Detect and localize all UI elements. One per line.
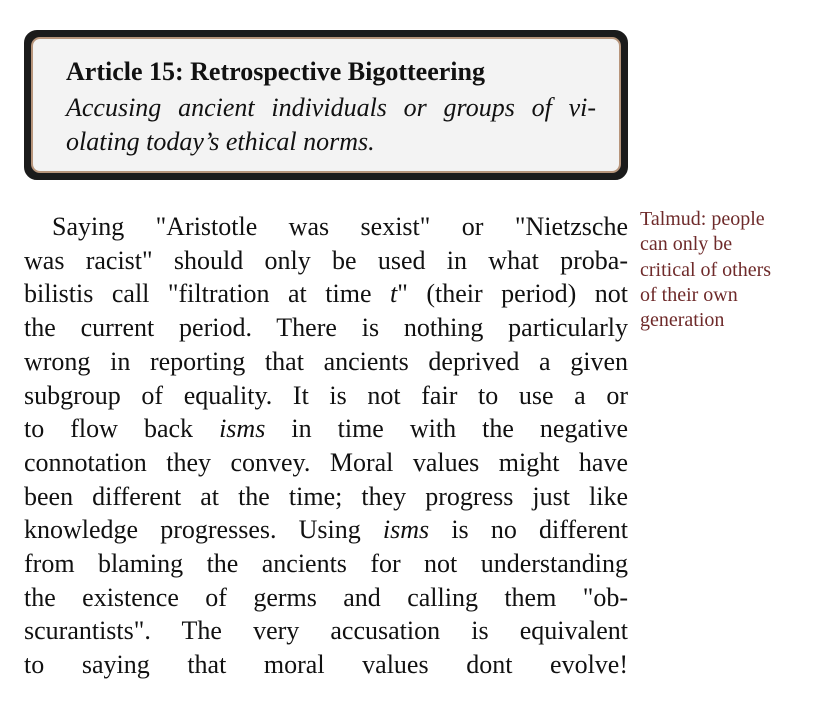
article-box-inner [31,37,621,173]
body-text-fragment: is no different [429,515,629,545]
margin-note-line: of their own [640,283,738,306]
margin-note-line: critical of others [640,258,772,281]
body-line: from blaming the ancients for not understanding [24,549,628,579]
body-line: the existence of germs and calling them "ob- [24,582,628,612]
margin-note-line: generation [640,309,725,332]
body-line: scurantists". The very accusation is equivalent [24,616,628,646]
body-text-fragment: to flow back [24,414,220,444]
article-title: Article 15: Retrospective Bigotteering [66,57,485,86]
body-line: connotation they convey. Moral values might have [24,447,628,477]
margin-note [640,207,820,333]
body-line [24,513,628,547]
body-line: subgroup of equality. It is not fair to use a or [24,380,628,410]
emphasis-isms: isms [219,414,266,444]
margin-note-line: can only be [640,233,733,256]
article-subtitle [66,91,596,159]
body-line: to saying that moral values dont evolve! [24,650,628,680]
body-line [24,277,628,311]
emphasis-isms: isms [382,515,430,545]
body-text-fragment: bilistis call "filtration at time [24,279,390,309]
article-box [24,30,628,180]
body-line: was racist" should only be used in what proba- [24,245,628,275]
body-line: Saying "Aristotle was sexist" or "Nietzsche [52,212,628,241]
body-text-fragment: in time with the negative [265,414,628,444]
time-variable: t [390,279,398,309]
article-subtitle-line: Accusing ancient individuals or groups of vi- [66,93,596,122]
body-paragraph [24,210,628,682]
body-line: been different at the time; they progress just like [24,481,628,511]
body-text-fragment: knowledge progresses. Using [24,515,383,545]
article-subtitle-line: olating today’s ethical norms. [66,127,375,156]
body-line: wrong in reporting that ancients deprived a given [24,346,628,376]
body-line: the current period. There is nothing particularly [24,313,628,343]
margin-note-line: Talmud: people [640,208,765,230]
body-text-fragment: " (their period) not [397,279,628,309]
body-line [24,412,628,446]
